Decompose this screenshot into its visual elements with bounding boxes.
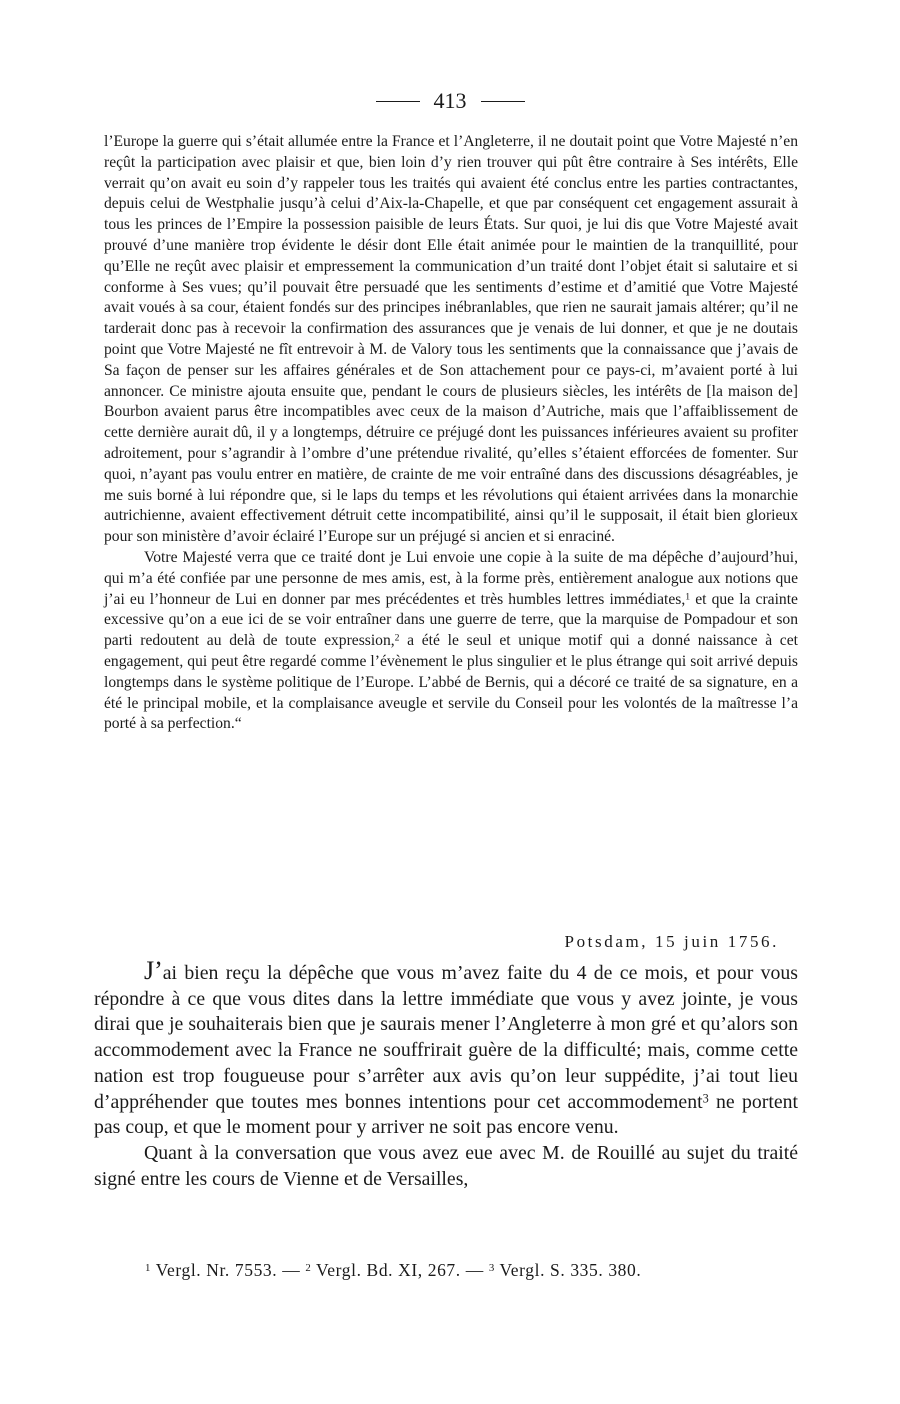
footnote-ref-3: 3 [702,1091,709,1105]
letter-body [94,958,798,1192]
footnote-2: Vergl. Bd. XI, 267. — [311,1260,489,1280]
quoted-paragraph-2-part-a: Votre Majesté verra que ce traité dont je Lui envoie une copie à la suite de ma dépêche d’aujourd’hui, qui m’a été confiée par une personne de mes amis, est, à la forme près, entièrement analogue aux notions que j’ai eu l’honneur de Lui en donner par mes précédentes et très humbles lettres immédiates, [104,548,798,608]
quoted-paragraph-2-part-c: a été le seul et unique motif qui a donné naissance à cet engagement, qui peut être regardé comme l’évènement le plus singulier et le plus étrange qui soit arrivé depuis longtemps dans le système politique de l’Europe. L’abbé de Bernis, qui a décoré ce traité de sa signature, en a été le principal mobile, et la complaisance aveugle et servile du Conseil pour les volontés de la maîtresse l’a porté à sa perfection.“ [104,632,798,733]
footnote-1: Vergl. Nr. 7553. — [151,1260,306,1280]
footnote-3: Vergl. S. 335. 380. [494,1260,642,1280]
quoted-paragraph-2 [104,548,798,735]
header-rule-right [481,101,525,102]
letter-paragraph-1 [94,958,798,1141]
page-number: 413 [433,88,467,113]
letter-paragraph-2: Quant à la conversation que vous avez eue avec M. de Rouillé au sujet du traité signé entre les cours de Vienne et de Versailles, [94,1141,798,1190]
footnote-ref-2: 2 [394,632,400,644]
footnote-ref-1: 1 [685,591,691,603]
header-rule-left [376,101,420,102]
footnote-mark-2: 2 [305,1262,312,1275]
footnote-mark-1: 1 [145,1262,152,1275]
footnotes [145,1260,641,1281]
page-header [0,88,900,114]
quoted-paragraph-1: l’Europe la guerre qui s’était allumée entre la France et l’Angleterre, il ne doutait point que Votre Majesté n’en reçût la participation avec plaisir et que, bien loin d’y rien trouver qui pût être contraire à Ses intérêts, Elle verrait qu’on avait eu soin d’y rappeler tous les traités qui avaient été conclus entre les parties contractantes, depuis celui de Westphalie jusqu’à celui d’Aix-la-Chapelle, et que par conséquent cet engagement assurait à tous les princes de l’Empire la possession paisible de leurs États. Sur quoi, je lui dis que Votre Majesté avait prouvé d’une manière trop évidente le désir dont Elle était animée pour le maintien de la tranquillité, pour qu’Elle ne reçût avec plaisir et empressement la communication d’un traité dont l’objet était si salutaire et si conforme à Ses vues; qu’il pouvait être persuadé que les sentiments d’estime et d’amitié que Votre Majesté avait voués à sa cour, étaient fondés sur des principes inébranlables, que rien ne saurait jamais altérer; qu’il ne tarderait donc pas à recevoir la confirmation des assurances que je venais de lui donner, et que je ne doutais point que Votre Majesté ne fît entrevoir à M. de Valory tous les sentiments que la connaissance que j’avais de Sa façon de penser sur les affaires générales et de Son attachement pour ce pays-ci, m’avaient porté à lui annoncer. Ce ministre ajouta ensuite que, pendant le cours de plusieurs siècles, les intérêts de [la maison de] Bourbon avaient parus être incompatibles avec ceux de la maison d’Autriche, mais que l’affaiblissement de cette dernière aurait dû, il y a longtemps, détruire ce préjugé dont les puissances inférieures avaient su profiter adroitement, pour s’agrandir à l’ombre d’une prétendue rivalité, qu’elles s’étaient efforcées de fomenter. Sur quoi, n’ayant pas voulu entrer en matière, de crainte de me voir entraîné dans des discussions désagréables, je me suis borné à lui répondre que, si le laps du temps et les révolutions qui étaient arrivées dans la monarchie autrichienne, avaient effectivement détruit cette incompatibilité, ainsi qu’il le supposait, il était bien glorieux pour son ministère d’avoir éclairé l’Europe sur un préjugé si ancien et si enraciné. [104,133,798,546]
letter-dateline: Potsdam, 15 juin 1756. [564,932,779,951]
quoted-dispatch [104,132,798,735]
footnote-mark-3: 3 [488,1262,495,1275]
letter-paragraph-1-part-b: ne portent pas coup, et que le moment pour y arriver ne soit pas encore venu. [94,1090,799,1139]
quoted-paragraph-2-part-b: et que la crainte excessive qu’on a eue ici de se voir entraîner dans une guerre de terre, que la marquise de Pompadour et son parti redoutent au delà de toute expression, [104,590,798,650]
letter-paragraph-1-part-a: J’ai bien reçu la dépêche que vous m’avez faite du 4 de ce mois, et pour vous répondre à ce que vous dites dans la lettre immédiate que vous y avez jointe, je vous dirai que je souhaiterais bien que je saurais mener l’Angleterre à mon gré et qu’alors son accommodement avec la France ne souffrirait guère de la difficulté; mais, comme cette nation est trop fougueuse pour s’arrêter aux avis qu’on leur suppédite, j’ai tout lieu d’appréhender que toutes mes bonnes intentions pour cet accommodement [94,956,798,1113]
